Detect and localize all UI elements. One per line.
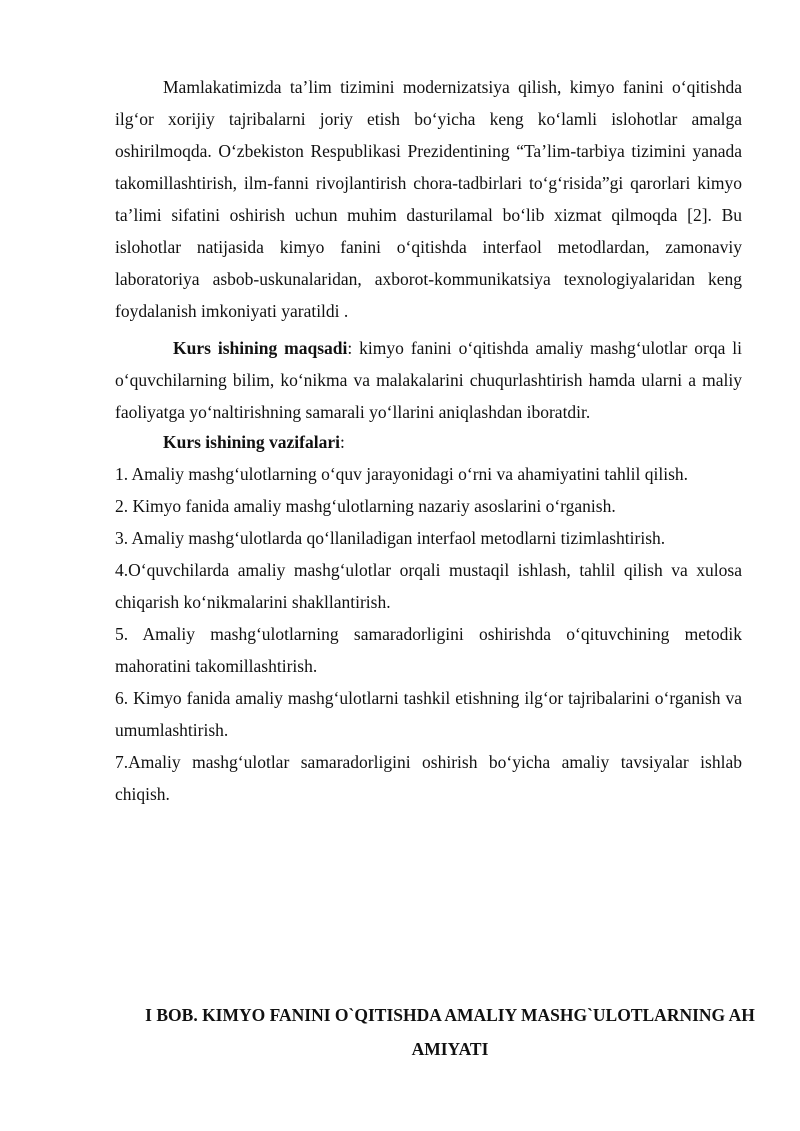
list-item: 5. Amaliy mashg‘ulotlarning samaradorligini oshirishda o‘qituvchining metodik mahoratini takomillashtirish. bbox=[115, 624, 742, 676]
goal-text: : kimyo fanini o‘qitishda amaliy mashg‘ulotlar orqa li o‘quvchilarning bilim, ko‘nikma va malakalarini chuqurlashtirish hamda ularni a maliy faoliyatga yo‘naltirishning samarali yo‘llarini aniqlashdan iboratdir. bbox=[115, 338, 742, 422]
chapter-heading: I BOB. KIMYO FANINI O`QITISHDA AMALIY MASHG`ULOTLARNING AH AMIYATI bbox=[145, 1005, 755, 1059]
list-item: 6. Kimyo fanida amaliy mashg‘ulotlarni tashkil etishning ilg‘or tajribalarini o‘rganish va umumlashtirish. bbox=[115, 688, 742, 740]
goal-label: Kurs ishining maqsadi bbox=[173, 338, 348, 358]
tasks-list bbox=[115, 458, 742, 810]
intro-paragraph bbox=[115, 71, 742, 327]
intro-paragraph-text: Mamlakatimizda ta’lim tizimini modernizatsiya qilish, kimyo fanini o‘qitishda ilg‘or xorijiy tajribalarni joriy etish bo‘yicha keng ko‘lamli islohotlar amalga oshirilmoqda. O‘zbekiston Respublikasi Prezidentining “Ta’lim-tarbiya tizimini yanada takomillashtirish, ilm-fanni rivojlantirish chora-tadbirlari to‘g‘risida”gi qarorlari kimyo ta’limi sifatini oshirish uchun muhim dasturilamal bo‘lib xizmat qilmoqda [2]. Bu islohotlar natijasida kimyo fanini o‘qitishda interfaol metodlardan, zamonaviy laboratoriya asbob-uskunalaridan, axborot-kommunikatsiya texnologiyalaridan keng foydalanish imkoniyati yaratildi . bbox=[115, 77, 742, 321]
tasks-label: Kurs ishining vazifalari bbox=[163, 432, 340, 452]
list-item: 4.O‘quvchilarda amaliy mashg‘ulotlar orqali mustaqil ishlash, tahlil qilish va xulosa chiqarish ko‘nikmalarini shakllantirish. bbox=[115, 560, 742, 612]
list-item: 1. Amaliy mashg‘ulotlarning o‘quv jarayonidagi o‘rni va ahamiyatini tahlil qilish. bbox=[115, 464, 689, 484]
list-item: 7.Amaliy mashg‘ulotlar samaradorligini oshirish bo‘yicha amaliy tavsiyalar ishlab chiqish. bbox=[115, 752, 742, 804]
goal-paragraph bbox=[115, 332, 742, 428]
tasks-label-suffix: : bbox=[339, 432, 345, 452]
list-item: 2. Kimyo fanida amaliy mashg‘ulotlarning nazariy asoslarini o‘rganish. bbox=[115, 496, 616, 516]
list-item: 3. Amaliy mashg‘ulotlarda qo‘llaniladigan interfaol metodlarni tizimlashtirish. bbox=[115, 528, 666, 548]
tasks-heading bbox=[115, 426, 742, 458]
